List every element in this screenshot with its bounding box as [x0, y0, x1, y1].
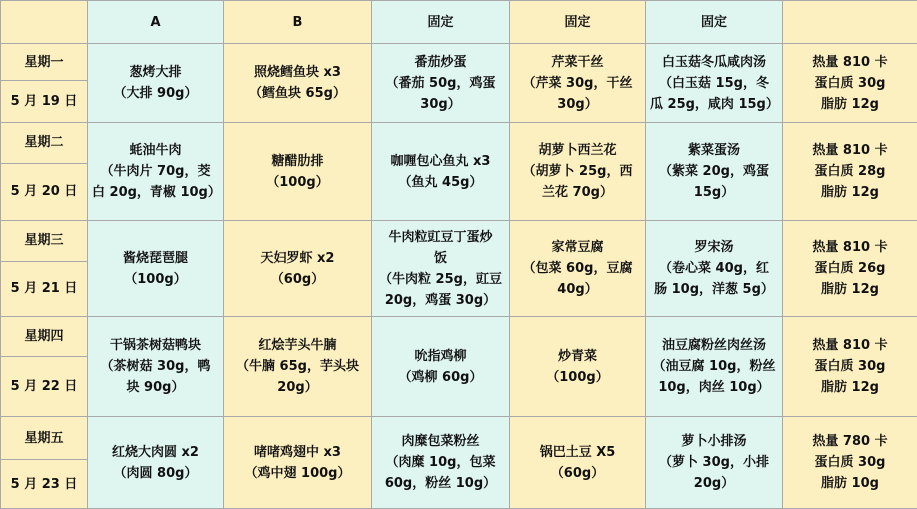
menu-text-line: （紫菜 20g，鸡蛋 — [659, 164, 769, 180]
menu-text-line: （牛肉片 70g，茭 — [100, 164, 211, 180]
menu-text-line: 牛肉粒豇豆丁蛋炒 — [388, 229, 493, 245]
menu-text-line: （卷心菜 40g，红 — [659, 261, 769, 277]
menu-text-line: 30g） — [420, 96, 461, 112]
weekday-label: 星期五 — [1, 417, 88, 460]
menu-text-line: 兰花 70g） — [542, 185, 613, 201]
menu-text-line: 脂肪 12g — [821, 282, 879, 298]
menu-text-line: （牛腩 65g，芋头块 — [236, 359, 359, 375]
menu-text-line: （包菜 60g，豆腐 — [522, 261, 633, 277]
menu-text-line: （油豆腐 10g，粉丝 — [652, 359, 776, 375]
fixed-soup — [646, 123, 783, 221]
menu-text-line: 肉糜包菜粉丝 — [401, 434, 480, 450]
option-b-dish — [224, 221, 372, 317]
menu-text-line: 60g，粉丝 10g） — [384, 476, 497, 492]
option-b-dish — [224, 44, 372, 123]
menu-text-line: 罗宋汤 — [694, 240, 734, 256]
menu-text-line: （茶树菇 30g，鸭 — [100, 359, 211, 375]
menu-text-line: 蛋白质 28g — [814, 164, 886, 180]
menu-text-line: 块 90g） — [126, 380, 185, 396]
menu-text-line: （胡萝卜 25g，西 — [522, 164, 633, 180]
fixed-soup — [646, 44, 783, 123]
nutrition-summary — [783, 317, 917, 417]
nutrition-summary — [783, 123, 917, 221]
date-label: 5 月 19 日 — [1, 81, 88, 123]
menu-text-line: 脂肪 12g — [821, 185, 879, 201]
menu-text-line: 番茄炒蛋 — [414, 54, 467, 70]
menu-text-line: 20g） — [693, 476, 735, 492]
fixed-dish-2 — [510, 123, 646, 221]
option-b-dish — [224, 123, 372, 221]
option-b-dish — [224, 317, 372, 417]
menu-text-line: 照烧鳕鱼块 x3 — [254, 65, 341, 81]
fixed-soup — [646, 317, 783, 417]
menu-text-line: （番茄 50g，鸡蛋 — [385, 75, 496, 91]
menu-text-line: 红烩芋头牛腩 — [258, 338, 337, 354]
menu-text-line: 脂肪 12g — [821, 380, 879, 396]
menu-text-line: 热量 810 卡 — [812, 143, 888, 159]
menu-text-line: 糖醋肋排 — [271, 153, 324, 169]
menu-text-line: （鸡中翅 100g） — [244, 465, 351, 481]
menu-text-line: 炒青菜 — [557, 348, 597, 364]
menu-text-line: 热量 810 卡 — [812, 54, 888, 70]
menu-text-line: 蛋白质 26g — [814, 261, 886, 277]
menu-text-line: 脂肪 10g — [821, 476, 879, 492]
menu-text-line: 芹菜干丝 — [551, 54, 604, 70]
menu-text-line: （鳕鱼块 65g） — [249, 86, 346, 102]
header-fixed-1: 固定 — [372, 1, 510, 44]
menu-text-line: 红烧大肉圆 x2 — [112, 444, 199, 460]
header-nutrition — [783, 1, 917, 44]
menu-text-line: （100g） — [266, 174, 329, 190]
menu-text-line: （萝卜 30g，小排 — [659, 455, 769, 471]
nutrition-summary — [783, 417, 917, 509]
menu-text-line: 脂肪 12g — [821, 96, 879, 112]
menu-text-line: （芹菜 30g，干丝 — [522, 75, 633, 91]
date-label: 5 月 22 日 — [1, 357, 88, 417]
menu-text-line: 40g） — [557, 282, 598, 298]
menu-text-line: 20g） — [277, 380, 318, 396]
menu-text-line: 干锅茶树菇鸭块 — [109, 338, 201, 354]
option-a-dish — [88, 221, 224, 317]
menu-text-line: （白玉菇 15g，冬 — [659, 75, 769, 91]
option-a-dish — [88, 417, 224, 509]
menu-text-line: 30g） — [557, 96, 598, 112]
menu-text-line: （100g） — [546, 369, 609, 385]
menu-text-line: 酱烧琵琶腿 — [122, 250, 188, 266]
table-row — [1, 417, 917, 460]
table-row — [1, 317, 917, 357]
fixed-soup — [646, 221, 783, 317]
menu-text-line: 葱烤大排 — [129, 65, 182, 81]
menu-text-line: （肉糜 10g，包菜 — [385, 455, 496, 471]
menu-text-line: （60g） — [550, 465, 605, 481]
menu-text-line: 饭 — [433, 250, 447, 266]
menu-text-line: 蛋白质 30g — [814, 75, 886, 91]
header-option-a: A — [88, 1, 224, 44]
corner-header — [1, 1, 88, 44]
menu-text-line: 热量 810 卡 — [812, 240, 888, 256]
weekday-label: 星期二 — [1, 123, 88, 163]
menu-text-line: 吮指鸡柳 — [414, 348, 467, 364]
fixed-dish-1 — [372, 221, 510, 317]
header-option-b: B — [224, 1, 372, 44]
option-b-dish — [224, 417, 372, 509]
menu-text-line: （60g） — [270, 271, 325, 287]
option-a-dish — [88, 317, 224, 417]
menu-text-line: （鱼丸 45g） — [398, 174, 483, 190]
fixed-dish-2 — [510, 317, 646, 417]
menu-text-line: 啫啫鸡翅中 x3 — [254, 444, 341, 460]
menu-text-line: （肉圆 80g） — [113, 465, 198, 481]
fixed-dish-2 — [510, 417, 646, 509]
menu-text-line: 萝卜小排汤 — [681, 434, 747, 450]
menu-text-line: （鸡柳 60g） — [398, 369, 483, 385]
menu-text-line: 紫菜蛋汤 — [687, 143, 740, 159]
fixed-dish-1 — [372, 123, 510, 221]
fixed-dish-2 — [510, 44, 646, 123]
table-row — [1, 44, 917, 81]
menu-text-line: 10g，肉丝 10g） — [658, 380, 770, 396]
weekday-label: 星期四 — [1, 317, 88, 357]
menu-text-line: 白 20g，青椒 10g） — [92, 185, 221, 201]
nutrition-summary — [783, 44, 917, 123]
menu-text-line: 热量 780 卡 — [812, 434, 888, 450]
menu-text-line: 白玉菇冬瓜咸肉汤 — [661, 54, 766, 70]
fixed-soup — [646, 417, 783, 509]
menu-text-line: 瓜 25g，咸肉 15g） — [650, 96, 779, 112]
menu-text-line: 热量 810 卡 — [812, 338, 888, 354]
menu-text-line: 天妇罗虾 x2 — [260, 250, 335, 266]
weekday-label: 星期三 — [1, 221, 88, 261]
weekday-label: 星期一 — [1, 44, 88, 81]
fixed-dish-1 — [372, 417, 510, 509]
menu-text-line: 15g） — [693, 185, 735, 201]
menu-text-line: 油豆腐粉丝肉丝汤 — [661, 338, 766, 354]
fixed-dish-1 — [372, 44, 510, 123]
fixed-dish-1 — [372, 317, 510, 417]
menu-text-line: 咖喱包心鱼丸 x3 — [390, 153, 491, 169]
date-label: 5 月 21 日 — [1, 261, 88, 317]
table-row — [1, 123, 917, 163]
menu-text-line: 蚝油牛肉 — [129, 143, 182, 159]
header-row — [1, 1, 917, 44]
menu-text-line: 锅巴土豆 X5 — [539, 444, 616, 460]
menu-text-line: 20g，鸡蛋 30g） — [384, 292, 497, 308]
option-a-dish — [88, 44, 224, 123]
table-row — [1, 221, 917, 261]
fixed-dish-2 — [510, 221, 646, 317]
date-label: 5 月 23 日 — [1, 460, 88, 509]
menu-text-line: （100g） — [124, 271, 187, 287]
menu-text-line: 家常豆腐 — [551, 240, 604, 256]
menu-text-line: （大排 90g） — [113, 86, 198, 102]
menu-text-line: 蛋白质 30g — [814, 455, 886, 471]
menu-text-line: 肠 10g，洋葱 5g） — [654, 282, 774, 298]
header-fixed-2: 固定 — [510, 1, 646, 44]
menu-text-line: 蛋白质 30g — [814, 359, 886, 375]
date-label: 5 月 20 日 — [1, 163, 88, 221]
header-fixed-3: 固定 — [646, 1, 783, 44]
menu-text-line: 胡萝卜西兰花 — [538, 143, 617, 159]
nutrition-summary — [783, 221, 917, 317]
menu-text-line: （牛肉粒 25g，豇豆 — [379, 271, 502, 287]
option-a-dish — [88, 123, 224, 221]
